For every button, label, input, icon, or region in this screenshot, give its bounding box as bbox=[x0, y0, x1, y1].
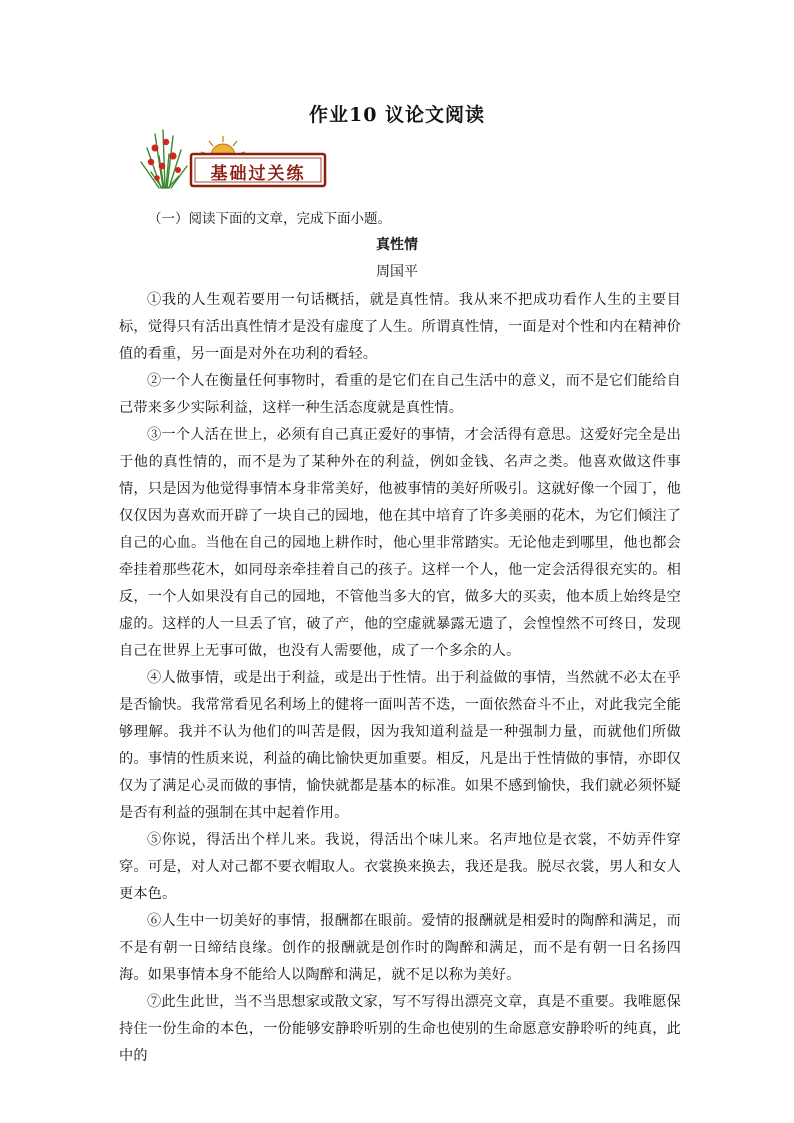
paragraph-5: ⑤你说，得活出个样儿来。我说，得活出个味儿来。名声地位是衣裳，不妨弄件穿穿。可是，对人对己都不要衣帽取人。衣裳换来换去，我还是我。脱尽衣裳，男人和女人更本色。 bbox=[119, 832, 681, 902]
section-badge bbox=[133, 126, 333, 192]
article-body bbox=[119, 287, 681, 1070]
paragraph-4: ④人做事情，或是出于利益，或是出于性情。出于利益做的事情，当然就不必太在乎是否愉快。我常常看见名利场上的健将一面叫苦不迭，一面依然奋斗不止，对此我完全能够理解。我并不认为他们的叫苦是假，因为我知道利益是一种强制力量，而就他们所做的。事情的性质来说，利益的确比愉快更加重要。相反，凡是出于性情做的事情，亦即仅仅为了满足心灵而做的事情，愉快就都是基本的标准。如果不感到愉快，我们就必须怀疑是否有利益的强制在其中起着作用。 bbox=[119, 670, 681, 821]
article-author: 周国平 bbox=[376, 264, 418, 280]
paragraph-6: ⑥人生中一切美好的事情，报酬都在眼前。爱情的报酬就是相爱时的陶醉和满足，而不是有朝一日缔结良缘。创作的报酬就是创作时的陶醉和满足，而不是有朝一日名扬四海。如果事情本身不能给人以陶醉和满足，就不足以称为美好。 bbox=[119, 913, 681, 983]
section-intro: （一）阅读下面的文章，完成下面小题。 bbox=[148, 211, 391, 227]
paragraph-3: ③一个人活在世上，必须有自己真正爱好的事情，才会活得有意思。这爱好完全是出于他的真性情的，而不是为了某种外在的利益，例如金钱、名声之类。他喜欢做这件事情，只是因为他觉得事情本身非常美好，他被事情的美好所吸引。这就好像一个园丁，他仅仅因为喜欢而开辟了一块自己的园地，他在其中培育了许多美丽的花木，为它们倾注了自己的心血。当他在自己的园地上耕作时，他心里非常踏实。无论他走到哪里，他也都会牵挂着那些花木，如同母亲牵挂着自己的孩子。这样一个人，他一定会活得很充实的。相反，一个人如果没有自己的园地，不管他当多大的官，做多大的买卖，他本质上始终是空虚的。这样的人一旦丢了官，破了产，他的空虚就暴露无遗了，会惶惶然不可终日，发现自己在世界上无事可做，也没有人需要他，成了一个多余的人。 bbox=[119, 427, 681, 659]
paragraph-2: ②一个人在衡量任何事物时，看重的是它们在自己生活中的意义，而不是它们能给自己带来多少实际利益，这样一种生活态度就是真性情。 bbox=[119, 373, 681, 416]
badge-label: 基础过关练 bbox=[210, 164, 306, 184]
page-title: 作业10 议论文阅读 bbox=[308, 104, 486, 126]
article-title: 真性情 bbox=[376, 237, 418, 253]
paragraph-7: ⑦此生此世，当不当思想家或散文家，写不写得出漂亮文章，真是不重要。我唯愿保持住一份生命的本色，一份能够安静聆听别的生命也使别的生命愿意安静聆听的纯真，此中的 bbox=[119, 994, 681, 1064]
paragraph-1: ①我的人生观若要用一句话概括，就是真性情。我从来不把成功看作人生的主要目标，觉得只有活出真性情才是没有虚度了人生。所谓真性情，一面是对个性和内在精神价值的看重，另一面是对外在功利的看轻。 bbox=[119, 292, 681, 362]
